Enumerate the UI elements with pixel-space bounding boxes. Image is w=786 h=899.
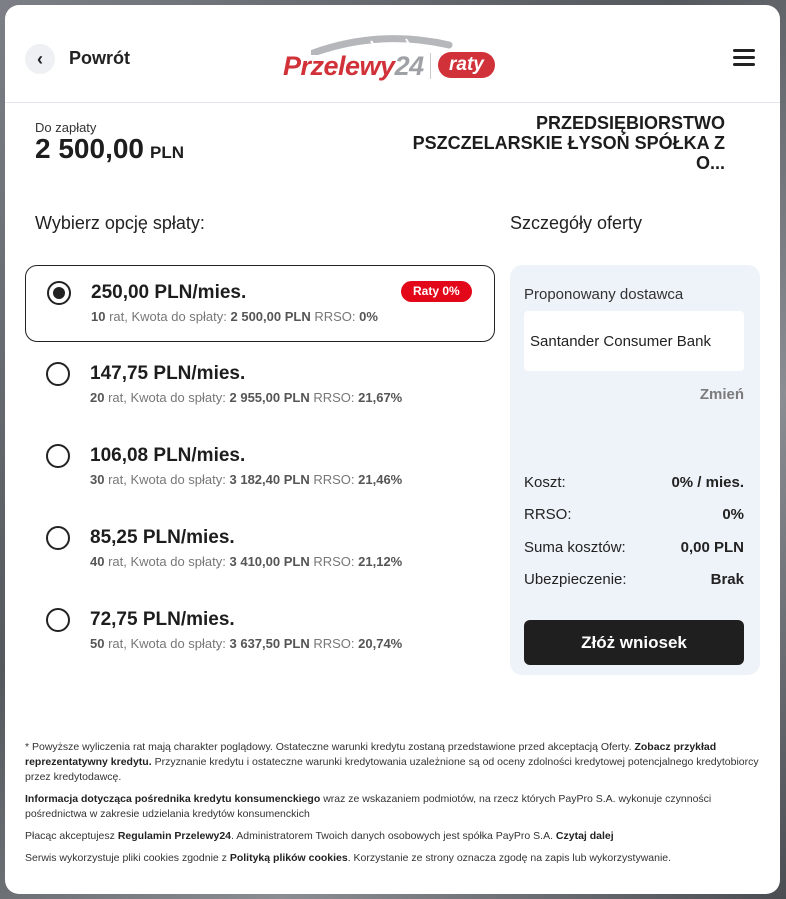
option-details: 10 rat, Kwota do spłaty: 2 500,00 PLN RRSO: 0% [91,309,378,324]
przelewy24-raty-logo [281,35,503,85]
detail-label: Koszt: [524,474,566,491]
zero-percent-badge: Raty 0% [401,281,472,302]
detail-label: Suma kosztów: [524,539,626,556]
chevron-left-icon: ‹ [37,48,43,69]
payment-modal [5,5,780,894]
detail-value: 0,00 PLN [680,539,744,556]
logo-wordmark: Przelewy24 [283,51,424,81]
footer-cookies: Serwis wykorzystuje pliki cookies zgodnie z Polityką plików cookies. Korzystanie ze strony oznacza zgodę na zapis lub wykorzystywanie. [25,852,672,864]
installment-option[interactable] [25,593,495,670]
footer-terms: Płacąc akceptujesz Regulamin Przelewy24. Administratorem Twoich danych osobowych jest spółka PayPro S.A. Czytaj dalej [25,830,614,842]
radio-button[interactable] [47,281,71,305]
detail-row-total-cost [524,539,744,556]
radio-button[interactable] [46,444,70,468]
amount-label: Do zapłaty [35,120,97,135]
submit-application-button[interactable]: Złóż wniosek [524,620,744,665]
radio-selected-dot [53,287,65,299]
header [5,5,780,103]
monthly-amount: 147,75 PLN/mies. [90,363,246,384]
installment-option[interactable] [25,511,495,588]
footer-disclaimer: * Powyższe wyliczenia rat mają charakter poglądowy. Ostateczne warunki kredytu zostaną przedstawione przed akceptacją Oferty. Zobacz przykład reprezentatywny kredytu. Przyznanie kredytu i ostateczne warunki kredytowania uzależnione są od oceny zdolności kredytowej potencjalnego kredytobiorcy przez kredytodawcę. [25,741,759,783]
footer-intermediary: Informacja dotycząca pośrednika kredytu konsumenckiego wraz ze wskazaniem podmiotów, na rzecz których PayPro S.A. wykonuje czynności pośrednictwa w zakresie udzielania kredytów konsumenckich [25,793,712,820]
cookie-policy-link[interactable]: Polityką plików cookies [229,852,348,864]
hamburger-menu-icon[interactable] [733,49,757,67]
option-details: 20 rat, Kwota do spłaty: 2 955,00 PLN RRSO: 21,67% [90,390,403,405]
legal-footer [25,740,765,873]
option-details: 50 rat, Kwota do spłaty: 3 637,50 PLN RRSO: 20,74% [90,636,403,651]
change-provider-link[interactable]: Zmień [699,386,744,403]
provider-name: Santander Consumer Bank [524,311,744,371]
installment-option[interactable] [25,429,495,506]
provider-label: Proponowany dostawca [524,286,684,303]
detail-value: 0% / mies. [671,474,744,491]
options-title: Wybierz opcję spłaty: [35,213,205,233]
logo-raty-badge: raty [438,52,495,78]
logo-divider [430,53,431,79]
back-button[interactable] [25,44,55,74]
installment-option[interactable] [25,347,495,424]
option-details: 30 rat, Kwota do spłaty: 3 182,40 PLN RRSO: 21,46% [90,472,403,487]
detail-row-insurance [524,571,744,588]
monthly-amount: 106,08 PLN/mies. [90,445,246,466]
installment-option[interactable] [25,265,495,342]
representative-example-link[interactable]: Zobacz przykład reprezentatywny kredytu. [25,741,717,768]
detail-row-rrso [524,506,744,523]
detail-value: 0% [722,506,744,523]
amount-currency: PLN [150,143,184,162]
detail-row-cost [524,474,744,491]
details-title: Szczegóły oferty [510,213,643,233]
radio-button[interactable] [46,526,70,550]
monthly-amount: 250,00 PLN/mies. [91,282,247,303]
offer-details-panel [510,265,760,675]
detail-value: Brak [710,571,744,588]
amount-value: 2 500,00 [35,133,144,164]
merchant-name: PRZEDSIĘBIORSTWO PSZCZELARSKIE ŁYSOŃ SPÓŁKA Z O... [412,113,725,173]
intermediary-info-link[interactable]: Informacja dotycząca pośrednika kredytu konsumenckiego [25,793,321,805]
option-details: 40 rat, Kwota do spłaty: 3 410,00 PLN RRSO: 21,12% [90,554,403,569]
radio-button[interactable] [46,362,70,386]
detail-label: Ubezpieczenie: [524,571,627,588]
back-label[interactable]: Powrót [69,48,130,68]
read-more-link[interactable]: Czytaj dalej [555,830,614,842]
detail-label: RRSO: [524,506,572,523]
terms-link[interactable]: Regulamin Przelewy24 [117,830,232,842]
monthly-amount: 72,75 PLN/mies. [90,609,235,630]
monthly-amount: 85,25 PLN/mies. [90,527,235,548]
radio-button[interactable] [46,608,70,632]
amount-row [35,133,184,165]
